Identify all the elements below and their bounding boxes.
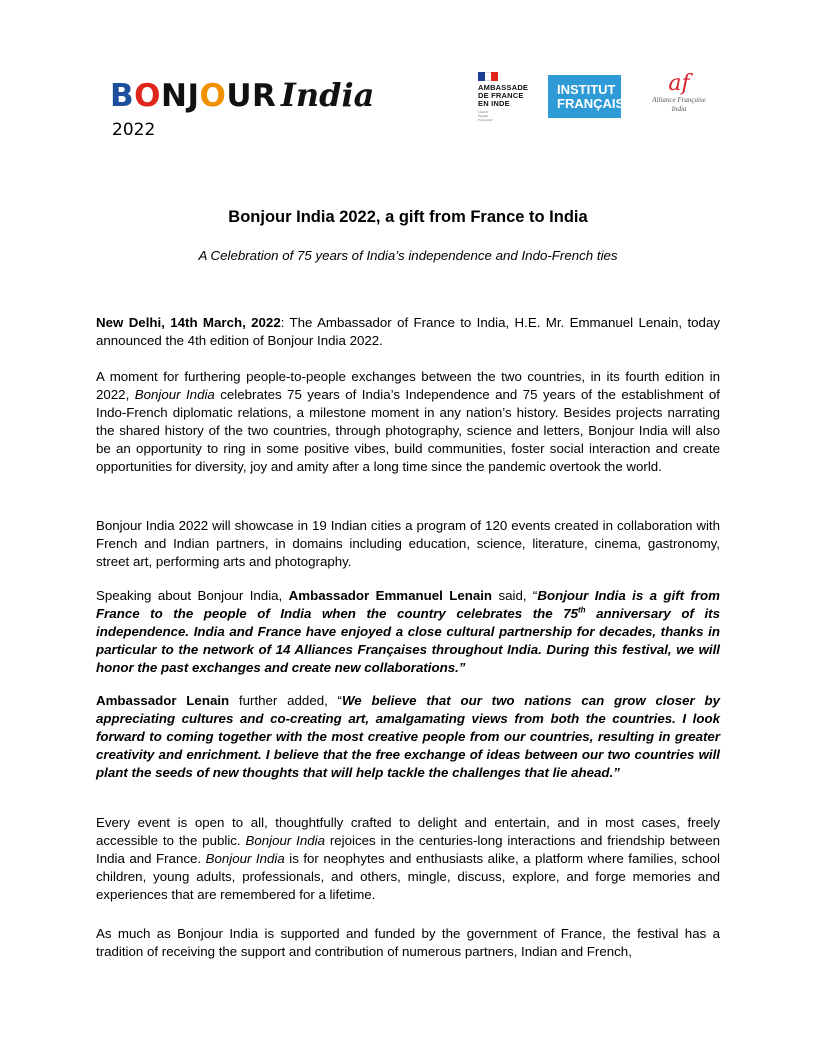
alliance-francaise-logo: [640, 72, 718, 124]
bonjour-wordmark: BONJOUR: [110, 78, 277, 114]
speaker-name: Ambassador Emmanuel Lenain: [288, 588, 493, 603]
institut-line: FRANÇAIS: [557, 96, 625, 111]
paragraph-intro: New Delhi, 14th March, 2022: The Ambassador of France to India, H.E. Mr. Emmanuel Lenain, today announced the 4th edition of Bonjour India 2022.: [96, 315, 720, 348]
page-title: Bonjour India 2022, a gift from France to India: [228, 208, 588, 226]
af-mark: af: [668, 71, 690, 96]
af-line: Alliance Française: [652, 96, 706, 104]
french-flag-icon: [478, 72, 498, 81]
india-wordmark: India: [280, 76, 375, 114]
paragraph-ambassador-quote: Speaking about Bonjour India, Ambassador Emmanuel Lenain said, “Bonjour India is a gift from France to the people of India when the country celebrates the 75th anniversary of its independence. India and France have enjoyed a close cultural partnership for decades, thanks in particular to the network of 14 Alliances Françaises throughout India. During this festival, we will honor the past exchanges and create new collaborations.”: [96, 588, 720, 675]
paragraph-showcase: Bonjour India 2022 will showcase in 19 Indian cities a program of 120 events created in collaboration with French and Indian partners, in domains including education, science, literature, cinema, gastronomy, street art, performing arts and photography.: [96, 518, 720, 569]
ambassade-line: DE FRANCE: [478, 91, 524, 100]
institut-line: INSTITUT: [557, 82, 616, 97]
ambassade-line: EN INDE: [478, 99, 510, 108]
logo-year: 2022: [112, 120, 156, 140]
institut-francais-logo: [548, 75, 625, 118]
paragraph-moment: A moment for furthering people-to-people exchanges between the two countries, in its fourth edition in 2022, Bonjour India celebrates 75 years of India’s Independence and 75 years of the establishment of Indo-French diplomatic relations, a milestone moment in any nation’s history. Besides projects narrating the shared history of the two countries, through photography, science and letters, Bonjour India will also be an opportunity to ring in some positive vibes, build communities, foster social interaction and create opportunities for diversity, joy and amity after a long time since the pandemic overtook the world.: [96, 369, 720, 474]
speaker-name: Ambassador Lenain: [96, 693, 230, 708]
bonjour-india-logo: [110, 72, 400, 140]
ambassade-line: AMBASSADE: [478, 83, 529, 92]
ambassade-de-france-logo: [478, 72, 540, 128]
page-subtitle: A Celebration of 75 years of India’s independence and Indo-French ties: [198, 248, 618, 263]
ambassade-motto: Liberté Égalité Fraternité: [478, 110, 493, 122]
paragraph-funding: As much as Bonjour India is supported and funded by the government of France, the festival has a tradition of receiving the support and contribution of numerous partners, Indian and French,: [96, 926, 720, 959]
dateline: New Delhi, 14th March, 2022: [96, 315, 281, 330]
paragraph-every-event: Every event is open to all, thoughtfully crafted to delight and entertain, and in most cases, freely accessible to the public. Bonjour India rejoices in the centuries-long interactions and friendship between India and France. Bonjour India is for neophytes and enthusiasts alike, a platform where families, school children, young adults, professionals, and others, mingle, discuss, explore, and forge memories and experiences that are remembered for a lifetime.: [96, 815, 720, 902]
paragraph-further-quote: Ambassador Lenain further added, “We believe that our two nations can grow closer by appreciating cultures and co-creating art, amalgamating views from both the countries. I look forward to coming together with the most creative people from our countries, resulting in greater creativity and enrichment. I believe that the free exchange of ideas between our two countries will plant the seeds of new thoughts that will help tackle the challenges that lie ahead.”: [96, 693, 720, 780]
af-line: India: [671, 105, 687, 113]
